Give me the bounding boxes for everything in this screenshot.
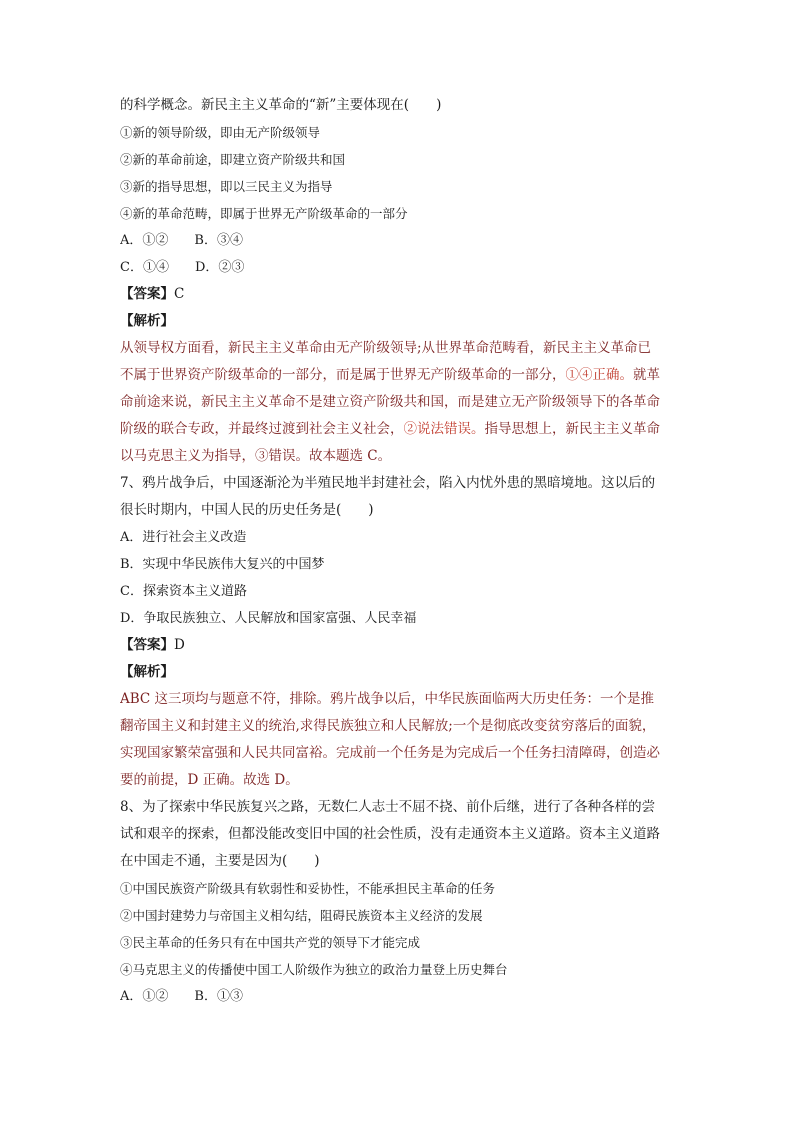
q6-analysis-line-5: 以马克思主义为指导，③错误。故本题选 C。 [120, 448, 392, 464]
document-page [120, 92, 680, 1010]
q6-answer-value: C [174, 286, 185, 302]
q6-analysis-line-1: 从领导权方面看，新民主主义革命由无产阶级领导;从世界革命范畴看，新民主主义革命已 [120, 340, 652, 356]
q7-choice-a: A．进行社会主义改造 [120, 530, 247, 545]
q8-choices-ab [120, 983, 680, 1010]
q7-answer [120, 632, 680, 659]
q6-choice-a: A．①② [120, 233, 169, 248]
q7-analysis-line-2: 翻帝国主义和封建主义的统治,求得民族独立和人民解放;一个是彻底改变贫穷落后的面貌， [120, 718, 656, 734]
q6-option-2: ②新的革命前途，即建立资产阶级共和国 [120, 152, 346, 167]
q6-answer-label: 【答案】 [120, 286, 174, 302]
q7-analysis-line-3: 实现国家繁荣富强和人民共同富裕。完成前一个任务是为完成后一个任务扫清障碍，创造必 [120, 745, 660, 761]
q6-analysis-tail-1: 就革 [633, 367, 660, 383]
q8-option-3: ③民主革命的任务只有在中国共产党的领导下才能完成 [120, 935, 421, 950]
q6-option-4: ④新的革命范畴，即属于世界无产阶级革命的一部分 [120, 206, 408, 221]
q7-stem-line-1: 7、鸦片战争后，中国逐渐沦为半殖民地半封建社会，陷入内忧外患的黑暗境地。这以后的 [120, 475, 656, 491]
q8-option-4: ④马克思主义的传播使中国工人阶级作为独立的政治力量登上历史舞台 [120, 962, 508, 977]
q6-option-3: ③新的指导思想，即以三民主义为指导 [120, 179, 333, 194]
q8-choice-b: B．①③ [194, 989, 243, 1004]
q6-analysis-line-2 [120, 362, 680, 389]
q6-choices-cd [120, 254, 680, 281]
q6-analysis-tail-2: 指导思想上，新民主主义革命 [484, 421, 660, 437]
q6-option-1: ①新的领导阶级，即由无产阶级领导 [120, 125, 321, 140]
q8-stem-line-3: 在中国走不通，主要是因为( ) [120, 853, 320, 869]
q6-analysis-line-2-text: 不属于世界资产阶级革命的一部分，而是属于世界无产阶级革命的一部分， [120, 367, 566, 383]
q8-option-2: ②中国封建势力与帝国主义相勾结，阻碍民族资本主义经济的发展 [120, 908, 483, 923]
q8-stem-line-2: 试和艰辛的探索，但都没能改变旧中国的社会性质，没有走通资本主义道路。资本主义道路 [120, 826, 660, 842]
q6-analysis-highlight-2: ②说法错误。 [403, 421, 485, 437]
q6-choice-d: D．②③ [194, 260, 245, 275]
q6-choice-b: B．③④ [194, 233, 243, 248]
q6-analysis-line-4 [120, 416, 680, 443]
q8-option-1: ①中国民族资产阶级具有软弱性和妥协性，不能承担民主革命的任务 [120, 881, 496, 896]
q6-analysis-line-4-text: 阶级的联合专政，并最终过渡到社会主义社会， [120, 421, 404, 437]
q6-choices-ab [120, 227, 680, 254]
q7-stem-line-2: 很长时期内，中国人民的历史任务是( ) [120, 502, 374, 518]
q6-choice-c: C．①④ [120, 260, 169, 275]
q7-answer-label: 【答案】 [120, 637, 174, 653]
q6-analysis-line-3: 命前途来说，新民主主义革命不是建立资产阶级共和国，而是建立无产阶级领导下的各革命 [120, 394, 660, 410]
q6-answer [120, 281, 680, 308]
q6-stem-tail: 的科学概念。新民主主义革命的“新”主要体现在( ) [120, 97, 442, 113]
q8-choice-a: A．①② [120, 989, 169, 1004]
q7-analysis-label: 【解析】 [120, 664, 174, 680]
q8-stem-line-1: 8、为了探索中华民族复兴之路，无数仁人志士不屈不挠、前仆后继，进行了各种各样的尝 [120, 799, 656, 815]
q6-analysis-highlight-1: ①④正确。 [565, 367, 633, 383]
q7-answer-value: D [174, 637, 185, 653]
q7-analysis-line-1: ABC 这三项均与题意不符，排除。鸦片战争以后，中华民族面临两大历史任务：一个是推 [120, 691, 655, 707]
q6-analysis-label: 【解析】 [120, 313, 174, 329]
q7-choice-c: C．探索资本主义道路 [120, 584, 247, 599]
q7-analysis-line-4: 要的前提，D 正确。故选 D。 [120, 772, 299, 788]
q7-choice-b: B．实现中华民族伟大复兴的中国梦 [120, 557, 325, 572]
q7-choice-d: D．争取民族独立、人民解放和国家富强、人民幸福 [120, 611, 417, 626]
